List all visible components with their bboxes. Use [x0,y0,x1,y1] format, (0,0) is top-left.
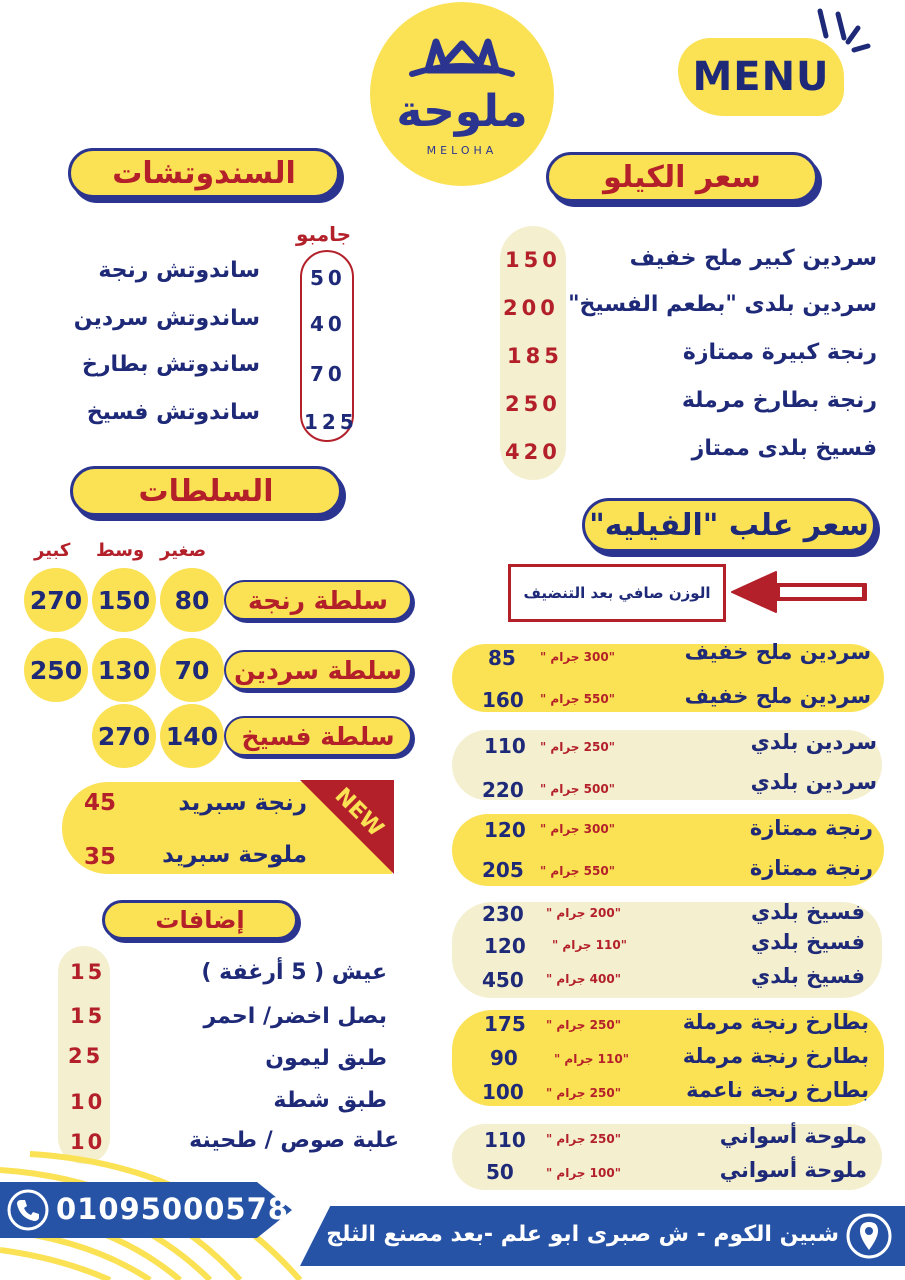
kilo-price-5: 420 [505,440,561,464]
sandwich-item-1: ساندوتش رنجة [98,258,260,283]
fillet-weight-8: "110 جرام " [552,938,627,952]
fillet-weight-7: "200 جرام " [546,906,621,920]
salad-3-label: سلطة فسيخ [224,716,412,756]
sandwich-size-label: جامبو [296,222,352,246]
salad-size-large: كبير [34,540,71,561]
fillet-price-3: 110 [484,734,526,758]
arrow-left-icon [730,570,868,614]
sandwich-item-2: ساندوتش سردين [73,306,260,331]
new-badge: NEW [329,783,389,842]
extra-item-4: طبق شطة [273,1088,387,1113]
fillet-price-8: 120 [484,934,526,958]
salad-3-medium: 270 [92,704,156,768]
crown-icon [406,22,518,92]
fillet-price-6: 205 [482,858,524,882]
salad-1-medium: 150 [92,568,156,632]
fillet-item-1: سردين ملح خفيف [684,640,871,664]
fillet-item-11: بطارخ رنجة مرملة [682,1044,869,1068]
fillet-price-11: 90 [490,1046,518,1070]
fillet-item-2: سردين ملح خفيف [684,684,871,708]
fillet-item-7: فسيخ بلدي [751,900,865,924]
salad-1-large: 270 [24,568,88,632]
brand-name-en: MELOHA [426,144,498,157]
brand-name-ar: ملوحة [396,86,528,137]
salad-3-small: 140 [160,704,224,768]
extra-item-1: عيش ( 5 أرغفة ) [201,960,387,985]
fillet-price-14: 50 [486,1160,514,1184]
fillet-weight-1: "300 جرام " [540,650,615,664]
kilo-price-1: 150 [505,248,561,272]
fillet-price-7: 230 [482,902,524,926]
salad-1-small: 80 [160,568,224,632]
extra-price-5: 10 [70,1130,106,1154]
fillet-weight-13: "250 جرام " [546,1132,621,1146]
fillet-weight-14: "100 جرام " [546,1166,621,1180]
extras-title: إضافات [102,900,298,940]
fillet-item-13: ملوحة أسواني [719,1124,867,1148]
fillet-price-10: 175 [484,1012,526,1036]
fillet-item-3: سردين بلدي [750,730,877,754]
salad-size-medium: وسط [96,540,145,561]
brand-logo [370,2,554,186]
spread-item-2: ملوحة سبريد [162,842,307,868]
spread-item-1: رنجة سبريد [178,790,307,816]
fillet-price-9: 450 [482,968,524,992]
sandwich-price-1: 50 [310,266,346,290]
salad-1-label: سلطة رنجة [224,580,412,620]
fillet-item-10: بطارخ رنجة مرملة [682,1010,869,1034]
fillet-price-12: 100 [482,1080,524,1104]
spread-price-2: 35 [84,844,117,870]
fillet-item-4: سردين بلدي [750,770,877,794]
sandwich-price-3: 70 [310,362,346,386]
fillet-price-5: 120 [484,818,526,842]
salad-2-label: سلطة سردين [224,650,412,690]
fillet-item-8: فسيخ بلدي [751,930,865,954]
salads-title: السلطات [70,466,342,516]
fillet-price-13: 110 [484,1128,526,1152]
fillet-item-14: ملوحة أسواني [719,1158,867,1182]
address-text: شبين الكوم - ش صبرى ابو علم -بعد مصنع الثلج [326,1222,839,1247]
fillet-weight-3: "250 جرام " [540,740,615,754]
fillet-note-box [508,564,726,622]
kilo-price-3: 185 [507,344,563,368]
kilo-item-4: رنجة بطارخ مرملة [681,388,877,413]
fillet-price-1: 85 [488,646,516,670]
fillet-weight-12: "250 جرام " [546,1086,621,1100]
extra-price-4: 10 [70,1090,106,1114]
location-pin-icon [846,1212,892,1262]
fillet-item-12: بطارخ رنجة ناعمة [686,1078,869,1102]
kilo-price-4: 250 [505,392,561,416]
extra-price-2: 15 [70,1004,106,1028]
sandwich-item-4: ساندوتش فسيخ [86,400,260,425]
fillet-weight-4: "500 جرام " [540,782,615,796]
fillet-weight-5: "300 جرام " [540,822,615,836]
phone-number[interactable]: 01095000578 [56,1192,289,1226]
extra-item-5: علبة صوص / طحينة [189,1128,399,1153]
fillet-price-4: 220 [482,778,524,802]
fillet-price-2: 160 [482,688,524,712]
fillet-weight-2: "550 جرام " [540,692,615,706]
salad-2-medium: 130 [92,638,156,702]
extra-price-1: 15 [70,960,106,984]
sandwich-item-3: ساندوتش بطارخ [81,352,260,377]
sandwich-price-2: 40 [310,312,346,336]
sandwich-price-4: 125 [304,410,358,434]
fillet-item-5: رنجة ممتازة [749,816,873,840]
salad-size-small: صغير [160,540,207,561]
fillet-title: سعر علب "الفيليه" [582,498,876,552]
menu-label: MENU [692,54,830,100]
fillet-item-9: فسيخ بلدي [751,964,865,988]
sandwiches-title: السندوتشات [68,148,340,198]
spread-price-1: 45 [84,790,117,816]
kilo-item-5: فسيخ بلدى ممتاز [691,436,877,461]
fillet-note: الوزن صافي بعد التنضيف [523,584,711,602]
kilo-item-3: رنجة كبيرة ممتازة [682,340,877,365]
menu-badge [678,38,844,116]
extra-item-3: طبق ليمون [265,1046,387,1071]
salad-2-small: 70 [160,638,224,702]
fillet-item-6: رنجة ممتازة [749,856,873,880]
kilo-item-1: سردين كبير ملح خفيف [629,246,877,271]
kilo-price-2: 200 [503,296,559,320]
fillet-weight-10: "250 جرام " [546,1018,621,1032]
phone-icon [6,1188,50,1232]
kilo-title: سعر الكيلو [546,152,818,202]
fillet-weight-11: "110 جرام " [554,1052,629,1066]
fillet-weight-6: "550 جرام " [540,864,615,878]
extra-item-2: بصل اخضر/ احمر [203,1004,387,1029]
kilo-item-2: سردين بلدى "بطعم الفسيخ" [568,292,877,317]
extra-price-3: 25 [68,1044,104,1068]
salad-2-large: 250 [24,638,88,702]
fillet-weight-9: "400 جرام " [546,972,621,986]
